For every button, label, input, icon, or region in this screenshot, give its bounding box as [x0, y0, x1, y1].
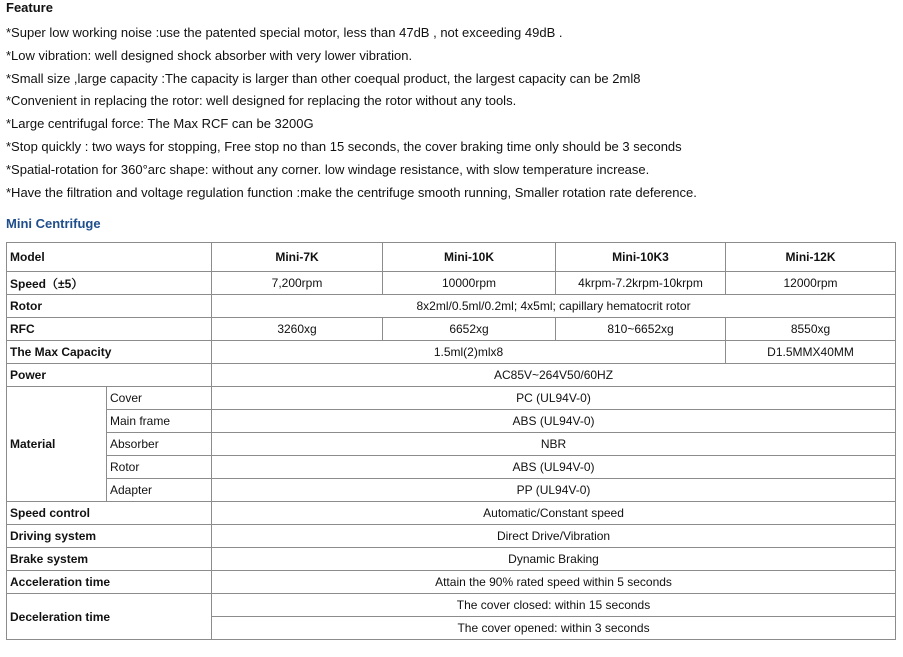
model-cell: Mini-10K3 [556, 243, 726, 272]
table-row-power [7, 364, 896, 387]
row-label: Driving system [7, 525, 212, 548]
model-cell: Mini-10K [383, 243, 556, 272]
material-value: ABS (UL94V-0) [212, 456, 896, 479]
speed-cell: 4krpm-7.2krpm-10krpm [556, 272, 726, 295]
material-part: Adapter [107, 479, 212, 502]
row-label: Power [7, 364, 212, 387]
feature-item: *Super low working noise :use the patented special motor, less than 47dB , not exceeding 49dB . [6, 25, 563, 40]
driving-cell: Direct Drive/Vibration [212, 525, 896, 548]
deceleration-cell: The cover closed: within 15 seconds [212, 594, 896, 617]
acceleration-cell: Attain the 90% rated speed within 5 seconds [212, 571, 896, 594]
material-value: PP (UL94V-0) [212, 479, 896, 502]
row-label: Acceleration time [7, 571, 212, 594]
capacity-cell: 1.5ml(2)mlx8 [212, 341, 726, 364]
feature-item: *Have the filtration and voltage regulation function :make the centrifuge smooth running, Smaller rotation rate deference. [6, 184, 697, 200]
row-label: Speed control [7, 502, 212, 525]
table-row-rotor [7, 295, 896, 318]
speed-control-cell: Automatic/Constant speed [212, 502, 896, 525]
table-row-speed-control [7, 502, 896, 525]
feature-item: *Spatial-rotation for 360°arc shape: without any corner. low windage resistance, with slow temperature increase. [6, 161, 650, 177]
feature-heading: Feature [6, 0, 53, 15]
speed-cell: 7,200rpm [212, 272, 383, 295]
section-title: Mini Centrifuge [6, 216, 101, 231]
material-value: ABS (UL94V-0) [212, 410, 896, 433]
row-label: Material [7, 387, 107, 502]
material-part: Absorber [107, 433, 212, 456]
material-part: Cover [107, 387, 212, 410]
material-value: NBR [212, 433, 896, 456]
rfc-cell: 6652xg [383, 318, 556, 341]
table-row-speed [7, 272, 896, 295]
row-label: RFC [7, 318, 212, 341]
spec-table [6, 242, 896, 640]
power-cell: AC85V~264V50/60HZ [212, 364, 896, 387]
table-row-driving [7, 525, 896, 548]
row-label: Model [7, 243, 212, 272]
table-row-material [7, 433, 896, 456]
feature-item: *Stop quickly : two ways for stopping, Free stop no than 15 seconds, the cover braking time only should be 3 seconds [6, 138, 682, 154]
table-row-material [7, 456, 896, 479]
rfc-cell: 8550xg [726, 318, 896, 341]
table-row-material [7, 387, 896, 410]
table-row-material [7, 410, 896, 433]
row-label: Rotor [7, 295, 212, 318]
table-row-acceleration [7, 571, 896, 594]
feature-item: *Small size ,large capacity :The capacity is larger than other coequal product, the largest capacity can be 2ml8 [6, 70, 641, 86]
speed-cell: 12000rpm [726, 272, 896, 295]
speed-cell: 10000rpm [383, 272, 556, 295]
table-row-material [7, 479, 896, 502]
row-label: Brake system [7, 548, 212, 571]
material-part: Main frame [107, 410, 212, 433]
capacity-cell: D1.5MMX40MM [726, 341, 896, 364]
brake-cell: Dynamic Braking [212, 548, 896, 571]
table-row-deceleration [7, 594, 896, 617]
material-value: PC (UL94V-0) [212, 387, 896, 410]
model-cell: Mini-7K [212, 243, 383, 272]
row-label: Speed（±5） [7, 272, 212, 295]
table-row-rfc [7, 318, 896, 341]
rfc-cell: 810~6652xg [556, 318, 726, 341]
feature-item: *Large centrifugal force: The Max RCF can be 3200G [6, 116, 314, 132]
feature-item: *Convenient in replacing the rotor: well designed for replacing the rotor without any tools. [6, 93, 517, 109]
deceleration-cell: The cover opened: within 3 seconds [212, 617, 896, 640]
feature-list [6, 22, 697, 204]
rotor-cell: 8x2ml/0.5ml/0.2ml; 4x5ml; capillary hematocrit rotor [212, 295, 896, 318]
table-row-model [7, 243, 896, 272]
feature-item: *Low vibration: well designed shock absorber with very lower vibration. [6, 47, 413, 63]
row-label: Deceleration time [7, 594, 212, 640]
material-part: Rotor [107, 456, 212, 479]
table-row-brake [7, 548, 896, 571]
table-row-capacity [7, 341, 896, 364]
model-cell: Mini-12K [726, 243, 896, 272]
rfc-cell: 3260xg [212, 318, 383, 341]
row-label: The Max Capacity [7, 341, 212, 364]
